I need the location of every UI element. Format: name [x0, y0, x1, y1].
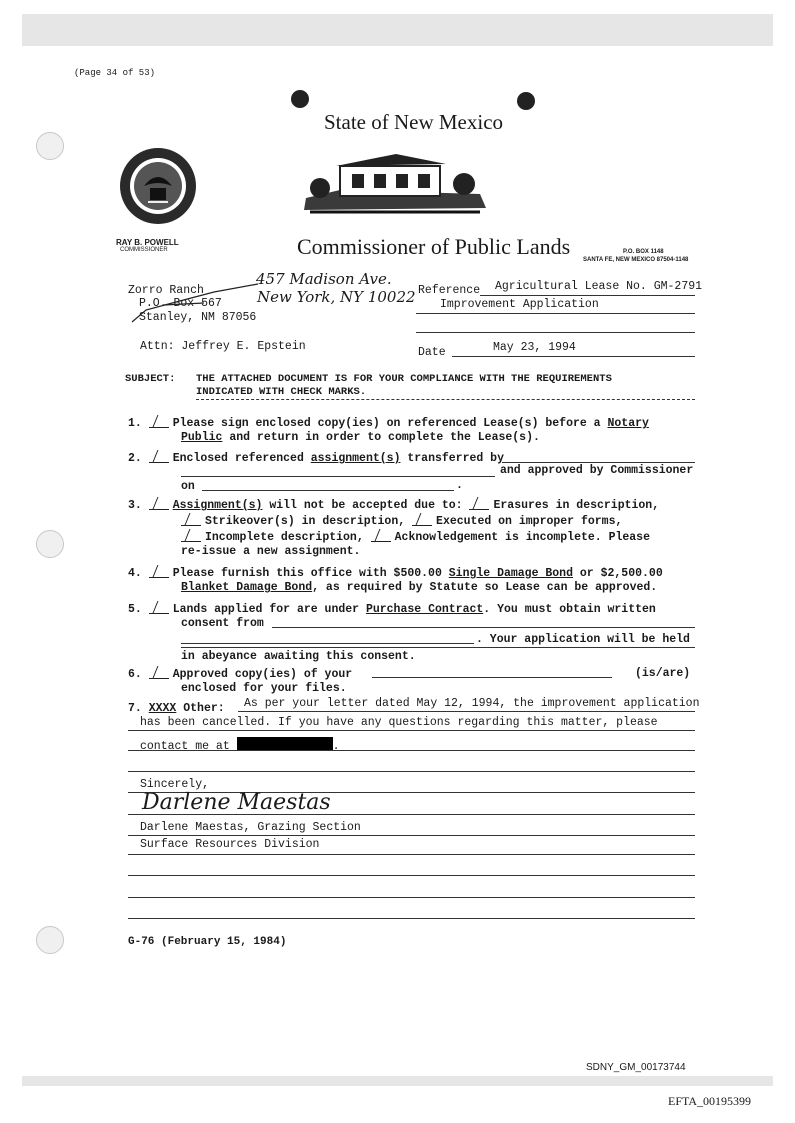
blank-rule-1 — [128, 771, 695, 772]
handwritten-address-1: 457 Madison Ave. — [256, 270, 392, 288]
item-4: 4. Please furnish this office with $500.00 Single Damage Bond or $2,500.00 — [128, 567, 663, 580]
form-id: G-76 (February 15, 1984) — [128, 936, 287, 948]
item-1-cont: Public and return in order to complete the Lease(s). — [181, 431, 540, 444]
item-6-isare: (is/are) — [635, 667, 691, 680]
item-3-forms-checkbox — [412, 513, 432, 526]
item-2: 2. Enclosed referenced assignment(s) transferred by — [128, 452, 504, 465]
blank-rule-4 — [128, 835, 695, 836]
state-seal-icon — [118, 146, 198, 226]
ornament-right-icon — [517, 92, 535, 110]
blank-rule-7 — [128, 897, 695, 898]
item-3-checkbox — [149, 497, 169, 510]
item-6-rule — [372, 677, 612, 678]
commissioner-name: RAY B. POWELL — [116, 238, 179, 247]
binder-hole-top — [36, 132, 64, 160]
item-2-rule-2 — [181, 476, 495, 477]
subject-line-1: THE ATTACHED DOCUMENT IS FOR YOUR COMPLIANCE WITH THE REQUIREMENTS — [196, 373, 612, 385]
blank-rule-8 — [128, 918, 695, 919]
address-line-2: P.O. Box 567 — [139, 297, 222, 310]
date-label: Date — [418, 346, 446, 359]
attention-line: Attn: Jeffrey E. Epstein — [140, 340, 306, 353]
item-2-on: on — [181, 480, 195, 493]
item-7-text-2: has been cancelled. If you have any questions regarding this matter, please — [140, 716, 658, 729]
top-scan-band — [22, 14, 773, 46]
item-4-cont: Blanket Damage Bond, as required by Statute so Lease can be approved. — [181, 581, 658, 594]
item-1: 1. Please sign enclosed copy(ies) on referenced Lease(s) before a Notary — [128, 417, 649, 430]
item-5-checkbox — [149, 601, 169, 614]
bottom-scan-band — [22, 1076, 773, 1086]
signature-script: Darlene Maestas — [142, 790, 331, 815]
letterhead-po-box: P.O. BOX 1148 — [623, 249, 664, 255]
blank-rule-5 — [128, 854, 695, 855]
efta-number: EFTA_00195399 — [668, 1094, 752, 1108]
item-7-mark: XXXX — [148, 702, 177, 715]
item-3: 3. Assignment(s) will not be accepted due to: Erasures in description, — [128, 499, 660, 512]
page-marker: (Page 34 of 53) — [74, 68, 156, 78]
item-5-consent: consent from — [181, 617, 264, 630]
letterhead-office: Commissioner of Public Lands — [297, 234, 571, 259]
reference-rule-3 — [416, 332, 695, 333]
blank-rule-6 — [128, 875, 695, 876]
reference-value-2: Improvement Application — [440, 298, 599, 311]
binder-hole-bottom — [36, 926, 64, 954]
item-3-line-4: re-issue a new assignment. — [181, 545, 361, 558]
item-7-rule-2 — [128, 730, 695, 731]
item-3-strikeover-checkbox — [181, 513, 201, 526]
subject-label: SUBJECT: — [125, 373, 176, 385]
date-rule — [452, 356, 695, 357]
item-5-rule-3 — [181, 647, 695, 648]
closing: Sincerely, — [140, 778, 210, 791]
item-2-period: . — [456, 479, 463, 492]
letterhead-city: SANTA FE, NEW MEXICO 87504-1148 — [583, 257, 689, 263]
item-5-rule-2 — [181, 643, 474, 644]
letterhead-state: State of New Mexico — [324, 110, 504, 134]
commissioner-title: COMMISSIONER — [120, 247, 168, 253]
item-5: 5. Lands applied for are under Purchase Contract. You must obtain written — [128, 603, 656, 616]
item-3-acknowledgement-checkbox — [371, 529, 391, 542]
item-2-checkbox — [149, 450, 169, 463]
blank-rule-3 — [128, 814, 695, 815]
handwritten-address-2: New York, NY 10022 — [257, 288, 416, 306]
subject-line-2: INDICATED WITH CHECK MARKS. — [196, 386, 367, 398]
address-line-1: Zorro Ranch — [128, 284, 204, 297]
item-7-text-3: contact me at . — [140, 737, 340, 753]
item-3-erasures-checkbox — [469, 497, 489, 510]
item-7-rule-1 — [238, 711, 695, 712]
item-3-line-3: Incomplete description, Acknowledgement is incomplete. Please — [181, 529, 650, 545]
item-1-checkbox — [149, 415, 169, 428]
reference-label: Reference — [418, 284, 481, 297]
item-4-checkbox — [149, 565, 169, 578]
item-6-cont: enclosed for your files. — [181, 682, 347, 695]
item-3-line-2: Strikeover(s) in description, Executed on improper forms, — [181, 513, 622, 529]
item-2-approved: and approved by Commissioner — [500, 464, 694, 477]
signer-name: Darlene Maestas, Grazing Section — [140, 821, 361, 834]
letter-page — [0, 46, 795, 1076]
address-strikeout — [124, 278, 274, 328]
item-7-text-1: As per your letter dated May 12, 1994, the improvement application — [244, 697, 700, 710]
item-7-rule-3 — [128, 750, 695, 751]
item-3-incomplete-checkbox — [181, 529, 201, 542]
reference-rule-1 — [480, 295, 695, 296]
date-value: May 23, 1994 — [493, 341, 576, 354]
item-6: 6. Approved copy(ies) of your — [128, 668, 353, 681]
item-5-abeyance: in abeyance awaiting this consent. — [181, 650, 416, 663]
signer-division: Surface Resources Division — [140, 838, 320, 851]
reference-value-1: Agricultural Lease No. GM-2791 — [495, 280, 703, 293]
address-line-3: Stanley, NM 87056 — [139, 311, 257, 324]
item-2-rule-3 — [202, 490, 454, 491]
binder-hole-middle — [36, 530, 64, 558]
subject-rule — [196, 399, 695, 400]
item-7: 7. XXXX Other: — [128, 702, 225, 715]
item-5-held: . Your application will be held — [476, 633, 690, 646]
ornament-left-icon — [291, 90, 309, 108]
reference-rule-2 — [416, 313, 695, 314]
redaction-bar — [237, 737, 333, 751]
building-illustration-icon — [300, 150, 490, 216]
item-5-rule-1 — [272, 627, 695, 628]
item-6-checkbox — [149, 666, 169, 679]
bates-number: SDNY_GM_00173744 — [586, 1062, 686, 1073]
